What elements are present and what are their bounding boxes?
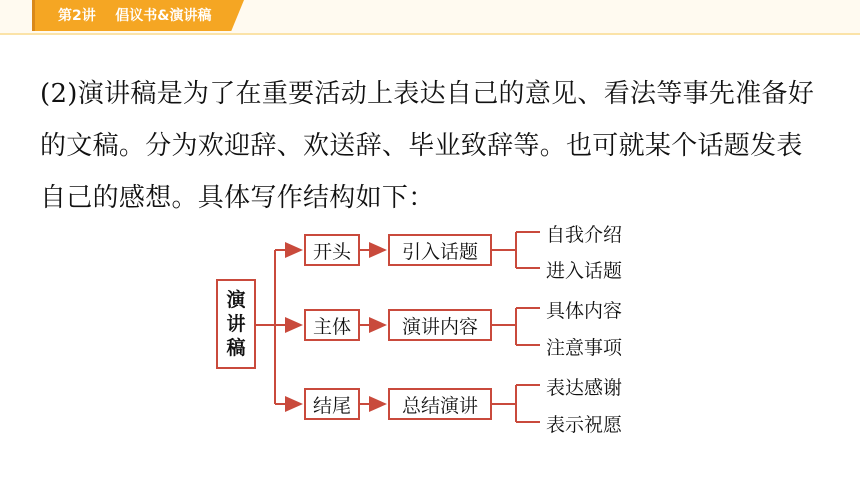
paragraph-line-1: (2)演讲稿是为了在重要活动上表达自己的意见、看法等事先准备好 <box>40 79 815 109</box>
paragraph-line-2: 的文稿。分为欢迎辞、欢送辞、毕业致辞等。也可就某个话题发表 <box>40 131 803 161</box>
root-node-speech <box>216 279 256 369</box>
root-char-1: 演 <box>226 289 246 311</box>
detail-specific-content: 具体内容 <box>546 300 623 322</box>
detail-self-introduction: 自我介绍 <box>546 224 623 246</box>
chapter-tab-label: 第2讲 倡议书&演讲稿 <box>58 8 212 24</box>
function-node-introduce-topic: 引入话题 <box>388 234 492 266</box>
part-node-opening: 开头 <box>304 234 360 266</box>
root-char-3: 稿 <box>226 337 246 359</box>
function-node-speech-content: 演讲内容 <box>388 309 492 341</box>
part-node-body: 主体 <box>304 309 360 341</box>
detail-enter-topic: 进入话题 <box>546 260 623 282</box>
function-node-summary: 总结演讲 <box>388 388 492 420</box>
paragraph-line-3: 自己的感想。具体写作结构如下： <box>40 183 435 213</box>
part-node-ending: 结尾 <box>304 388 360 420</box>
detail-thanks: 表达感谢 <box>546 377 623 399</box>
detail-notes: 注意事项 <box>546 337 623 359</box>
detail-wishes: 表示祝愿 <box>546 414 623 436</box>
root-char-2: 讲 <box>226 313 246 335</box>
